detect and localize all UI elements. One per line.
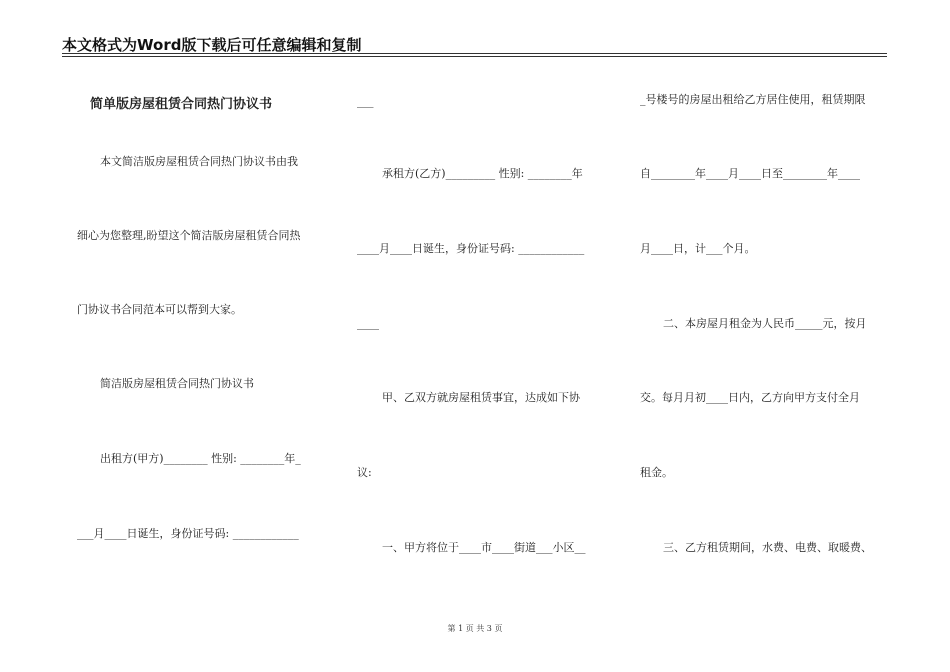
paragraph-line: _号楼号的房屋出租给乙方居住使用，租赁期限 (640, 93, 866, 106)
paragraph-line: 承租方(乙方)_________ 性别: ________年 (382, 167, 583, 180)
page-number: 第 1 页 共 3 页 (447, 624, 503, 633)
paragraph-line: ___月____日诞生，身份证号码: ____________ (77, 527, 299, 540)
document-title: 简单版房屋租赁合同热门协议书 (90, 97, 273, 112)
page-header: 本文格式为Word版下载后可任意编辑和复制 (62, 36, 362, 54)
paragraph-line: 门协议书合同范本可以帮到大家。 (77, 303, 242, 316)
paragraph-line: 简洁版房屋租赁合同热门协议书 (100, 377, 254, 390)
paragraph-line: ___ (357, 95, 374, 108)
header-rule-secondary (62, 56, 887, 57)
paragraph-line: 自________年____月____日至________年____ (640, 167, 860, 180)
paragraph-line: 细心为您整理,盼望这个简洁版房屋租赁合同热 (77, 229, 301, 242)
paragraph-line: 甲、乙双方就房屋租赁事宜，达成如下协 (382, 391, 580, 404)
paragraph-line: ____ (357, 317, 379, 330)
paragraph-line: 月____日，计___个月。 (640, 242, 756, 255)
paragraph-line: 本文简洁版房屋租赁合同热门协议书由我 (100, 155, 298, 168)
paragraph-line: 出租方(甲方)________ 性别: ________年_ (100, 452, 301, 465)
paragraph-line: ____月____日诞生，身份证号码: ____________ (357, 242, 585, 255)
header-rule (62, 53, 887, 54)
paragraph-line: 三、乙方租赁期间，水费、电费、取暖费、 (663, 541, 872, 554)
paragraph-line: 租金。 (640, 466, 673, 479)
paragraph-line: 议: (357, 466, 372, 479)
paragraph-line: 一、甲方将位于____市____街道___小区__ (382, 541, 586, 554)
paragraph-line: 交。每月月初____日内，乙方向甲方支付全月 (640, 391, 860, 404)
paragraph-line: 二、本房屋月租金为人民币_____元，按月 (663, 317, 867, 330)
